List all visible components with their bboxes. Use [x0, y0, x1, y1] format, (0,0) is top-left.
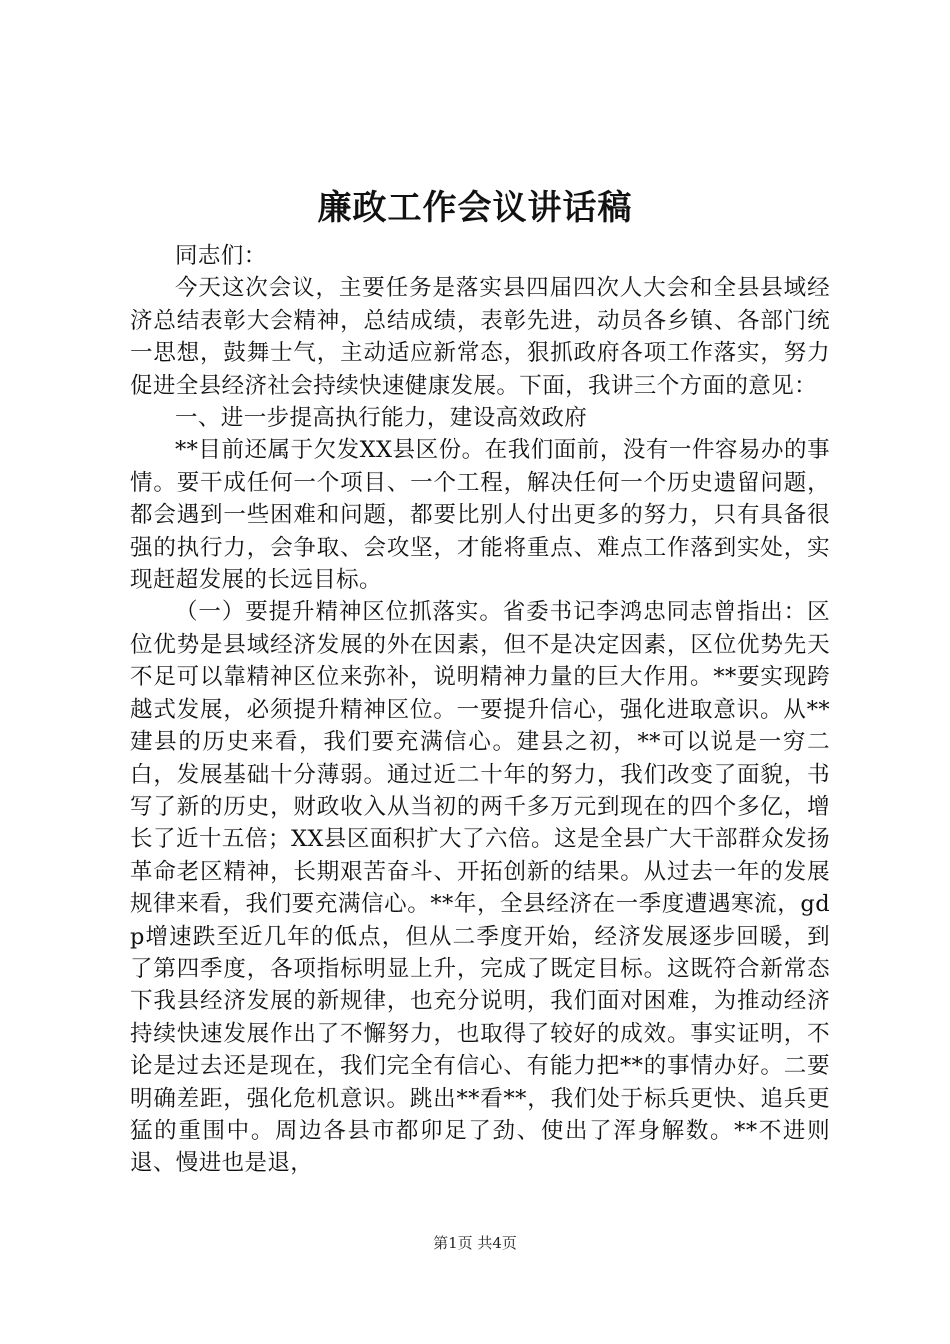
- document-title: 廉政工作会议讲话稿: [317, 188, 633, 228]
- intro-paragraph: 今天这次会议，主要任务是落实县四届四次人大会和全县县域经济总结表彰大会精神，总结成绩，表彰先进，动员各乡镇、各部门统一思想，鼓舞士气，主动适应新常态，狠抓政府各项工作落实，努力促进全县经济社会持续快速健康发展。下面，我讲三个方面的意见：: [130, 275, 830, 399]
- page-footer: 第1页 共4页: [433, 1234, 517, 1252]
- body-paragraph: （一）要提升精神区位抓落实。省委书记李鸿忠同志曾指出：区位优势是县域经济发展的外在因素，但不是决定因素，区位优势先天不足可以靠精神区位来弥补，说明精神力量的巨大作用。**要实现跨越式发展，必须提升精神区位。一要提升信心，强化进取意识。从**建县的历史来看，我们要充满信心。建县之初，**可以说是一穷二白，发展基础十分薄弱。通过近二十年的努力，我们改变了面貌，书写了新的历史，财政收入从当初的两千多万元到现在的四个多亿，增长了近十五倍；XX县区面积扩大了六倍。这是全县广大干部群众发扬革命老区精神，长期艰苦奋斗、开拓创新的结果。从过去一年的发展规律来看，我们要充满信心。**年，全县经济在一季度遭遇寒流，gdp增速跌至近几年的低点，但从二季度开始，经济发展逐步回暖，到了第四季度，各项指标明显上升，完成了既定目标。这既符合新常态下我县经济发展的新规律，也充分说明，我们面对困难，为推动经济持续快速发展作出了不懈努力，也取得了较好的成效。事实证明，不论是过去还是现在，我们完全有信心、有能力把**的事情办好。二要明确差距，强化危机意识。跳出**看**，我们处于标兵更快、追兵更猛的重围中。周边各县市都卯足了劲、使出了浑身解数。**不进则退、慢进也是退，: [130, 599, 830, 1177]
- document-body: [130, 240, 830, 1180]
- section-heading-paragraph: 一、进一步提高执行能力，建设高效政府: [175, 405, 588, 432]
- salutation-paragraph: 同志们：: [175, 243, 267, 269]
- body-paragraph: **目前还属于欠发XX县区份。在我们面前，没有一件容易办的事情。要干成任何一个项目、一个工程，解决任何一个历史遗留问题，都会遇到一些困难和问题，都要比别人付出更多的努力，只有具备很强的执行力，会争取、会攻坚，才能将重点、难点工作落到实处，实现赶超发展的长远目标。: [130, 437, 830, 594]
